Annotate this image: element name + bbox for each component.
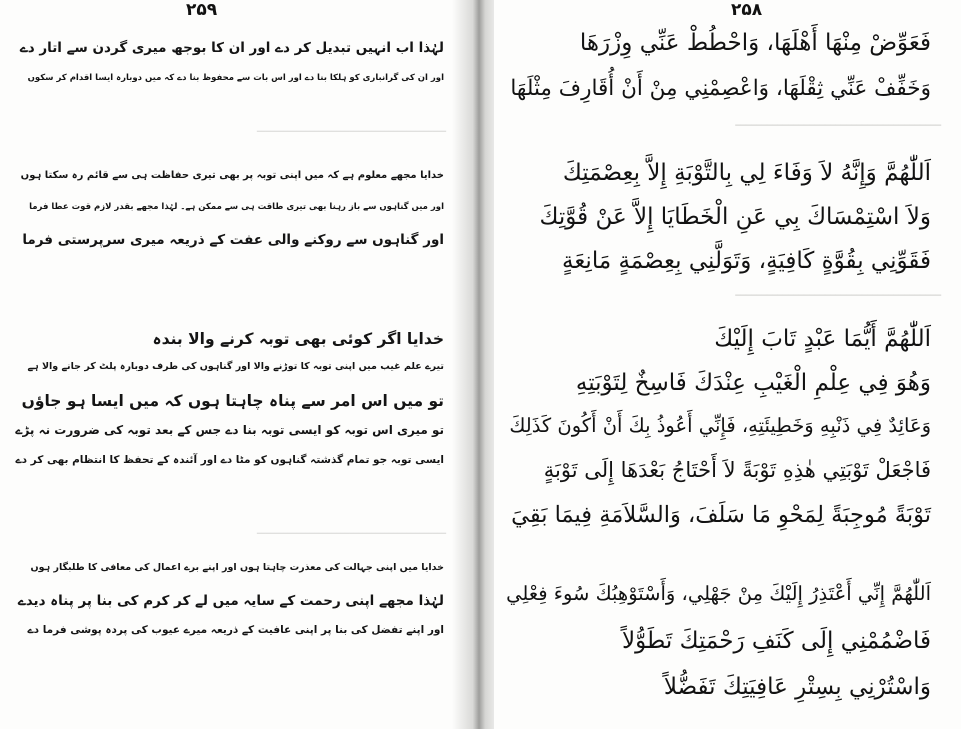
- arabic-line: وَلاَ اسْتِمْسَاكَ بِي عَنِ الْخَطَايَا إِلاَّ عَنْ قُوَّتِكَ: [539, 204, 931, 230]
- urdu-line: خدایا اگر کوئی بھی توبہ کرنے والا بندہ: [152, 330, 444, 348]
- arabic-line: اَللّٰهُمَّ أَيُّمَا عَبْدٍ تَابَ إِلَيْكَ: [714, 326, 931, 352]
- arabic-line: اَللّٰهُمَّ إِنِّي أَعْتَذِرُ إِلَيْكَ مِنْ جَهْلِي، وَأَسْتَوْهِبُكَ سُوءَ فِعْلِي: [506, 582, 931, 605]
- urdu-line: ایسی توبہ جو تمام گذشتہ گناہوں کو مٹا دے اور آئندہ کے تحفظ کا انتظام بھی کر دے: [15, 454, 444, 466]
- urdu-line: تیرے علم غیب میں اپنی توبہ کا توڑنے والا اور گناہوں کی طرف دوبارہ پلٹ کر جانے والا ہے: [27, 361, 444, 372]
- left-page: [0, 0, 470, 729]
- urdu-line: خدایا مجھے معلوم ہے کہ میں اپنی توبہ پر بھی تیری حفاظت ہی سے قائم رہ سکتا ہوں: [20, 170, 444, 181]
- urdu-line: خدایا میں اپنی جہالت کی معذرت چاہتا ہوں اور اپنے برے اعمال کی معافی کا طلبگار ہوں: [30, 562, 444, 573]
- arabic-line: فَاضْمُمْنِي إِلَى كَنَفِ رَحْمَتِكَ تَطَوُّلاً: [622, 628, 931, 654]
- right-page: [494, 0, 961, 729]
- arabic-line: تَوْبَةً مُوجِبَةً لِمَحْوِ مَا سَلَفَ، وَالسَّلاَمَةِ فِيمَا بَقِيَ: [511, 502, 931, 528]
- urdu-line: تو میں اس امر سے پناہ چاہتا ہوں کہ میں ایسا ہو جاؤں: [21, 392, 444, 410]
- bleed-through-text: ـــــــــــــــــــــــــــــــــــــــــــ: [257, 118, 446, 136]
- bleed-through-text: ـــــــــــــــــــــــــــــــــــــــــــ: [257, 520, 446, 538]
- arabic-line: وَعَائِدٌ فِي ذَنْبِهِ وَخَطِيئَتِهِ، فَإِنِّي أَعُوذُ بِكَ أَنْ أَكُونَ كَذَلِكَ: [509, 414, 931, 437]
- arabic-line: اَللّٰهُمَّ وَإِنَّهُ لاَ وَفَاءَ لِي بِالتَّوْبَةِ إِلاَّ بِعِصْمَتِكَ: [562, 160, 931, 186]
- arabic-line: فَعَوِّضْ مِنْهَا أَهْلَهَا، وَاحْطُطْ عَنِّي وِزْرَهَا: [579, 30, 931, 56]
- arabic-line: فَاجْعَلْ تَوْبَتِي هٰذِهِ تَوْبَةً لاَ أَحْتَاجُ بَعْدَهَا إِلَى تَوْبَةٍ: [543, 458, 931, 482]
- arabic-line: وَخَفِّفْ عَنِّي ثِقْلَهَا، وَاعْصِمْنِي مِنْ أَنْ أُقَارِفَ مِثْلَهَا: [510, 76, 931, 101]
- page-number: ۲۵۹: [186, 0, 218, 20]
- urdu-line: اور گناہوں سے روکنے والی عفت کے ذریعہ میری سرپرستی فرما: [22, 232, 444, 248]
- urdu-line: لہٰذا اب انہیں تبدیل کر دے اور ان کا بوجھ میری گردن سے اتار دے: [19, 40, 444, 56]
- bleed-through-text: ـــــــــــــــــــــــــــــــــــــــ: [735, 110, 941, 131]
- urdu-line: تو میری اس توبہ کو ایسی توبہ بنا دے جس کے بعد توبہ کی ضرورت نہ پڑے: [15, 423, 444, 437]
- urdu-line: لہٰذا مجھے اپنی رحمت کے سایہ میں لے کر کرم کی بنا پر پناہ دیدے: [17, 593, 444, 609]
- urdu-line: اور میں گناہوں سے باز رہنا بھی تیری طاقت ہی سے ممکن ہے۔ لہٰذا مجھے بقدر لازم قوت عطا فرما: [29, 202, 444, 212]
- bleed-through-text: ـــــــــــــــــــــــــــــــــــــــ: [735, 280, 941, 301]
- urdu-line: اور اپنے تفضل کی بنا پر اپنی عافیت کے ذریعہ میرے عیوب کی پردہ پوشی فرما دے: [27, 624, 444, 636]
- arabic-line: وَاسْتُرْنِي بِسِتْرِ عَافِيَتِكَ تَفَضُّلاً: [663, 674, 931, 700]
- arabic-line: فَقَوِّنِي بِقُوَّةٍ كَافِيَةٍ، وَتَوَلَّنِي بِعِصْمَةٍ مَانِعَةٍ: [562, 248, 931, 274]
- urdu-line: اور ان کی گرانباری کو ہلکا بنا دے اور اس بات سے محفوظ بنا دے کہ میں دوبارہ ایسا اقدام کر سکوں: [27, 73, 444, 83]
- page-number: ۲۵۸: [731, 0, 763, 20]
- arabic-line: وَهُوَ فِي عِلْمِ الْغَيْبِ عِنْدَكَ فَاسِخٌ لِتَوْبَتِهِ: [575, 370, 931, 396]
